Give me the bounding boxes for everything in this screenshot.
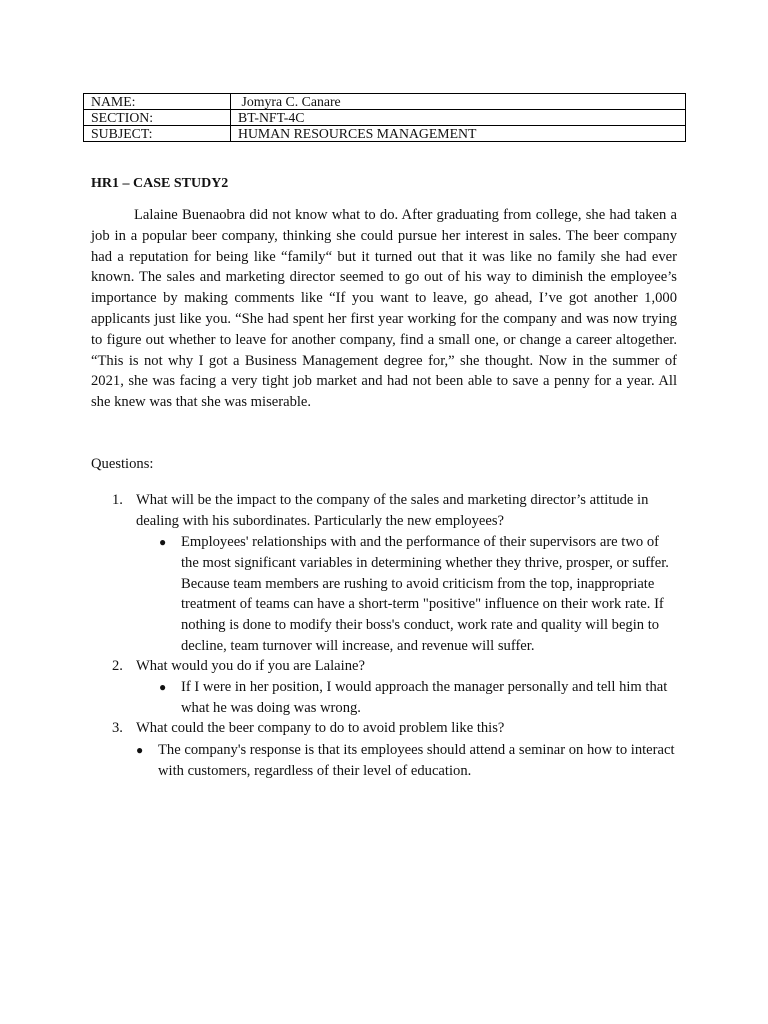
- answer-3: [136, 740, 677, 782]
- question-2: [91, 656, 677, 677]
- bullet-icon: ●: [159, 680, 167, 694]
- question-1-text: What will be the impact to the company of the sales and marketing director’s attitude in dealing with his subordinates. Particularly the new employees?: [136, 492, 649, 529]
- subject-label: SUBJECT:: [84, 126, 231, 142]
- section-label: SECTION:: [84, 110, 231, 126]
- answer-3-text: The company's response is that its employees should attend a seminar on how to interact with customers, regardless of their level of education.: [158, 742, 675, 779]
- name-label: NAME:: [84, 94, 231, 110]
- subject-value: HUMAN RESOURCES MANAGEMENT: [231, 126, 686, 142]
- questions-label: Questions:: [91, 456, 154, 472]
- answer-1-text: Employees' relationships with and the performance of their supervisors are two of the most significant variables in determining whether they thrive, prosper, or suffer. Because team members are rushing to avoid criticism from the top, inappropriate treatment of teams can have a short-term "positive" influence on their work rate. If nothing is done to modify their boss's conduct, work rate and quality will begin to decline, team turnover will increase, and revenue will suffer.: [181, 534, 669, 654]
- bullet-icon: ●: [136, 743, 144, 757]
- section-row: [84, 110, 686, 126]
- name-value: [231, 94, 686, 110]
- answer-2: [159, 677, 677, 719]
- question-3-text: What could the beer company to do to avoid problem like this?: [136, 720, 505, 736]
- question-1: [91, 490, 677, 532]
- answer-2-text: If I were in her position, I would approach the manager personally and tell him that what he was doing was wrong.: [181, 679, 668, 716]
- question-3-number: 3.: [112, 720, 123, 736]
- section-value: BT-NFT-4C: [231, 110, 686, 126]
- question-3: [91, 718, 677, 739]
- question-2-number: 2.: [112, 658, 123, 674]
- question-1-number: 1.: [112, 492, 123, 508]
- question-2-text: What would you do if you are Lalaine?: [136, 658, 365, 674]
- case-study-paragraph: Lalaine Buenaobra did not know what to do. After graduating from college, she had taken a job in a popular beer company, thinking she could pursue her interest in sales. The beer company had a reputation for being like “family“ but it turned out that it was like no family she had ever known. The sales and marketing director seemed to go out of his way to diminish the employee’s importance by making comments like “If you want to leave, go ahead, I’ve got another 1,000 applicants just like you. “She had spent her first year working for the company and was now trying to figure out whether to leave for another company, find a small one, or change a career altogether. “This is not why I got a Business Management degree for,” she thought. Now in the summer of 2021, she was facing a very tight job market and had not been able to save a penny for a year. All she knew was that she was miserable.: [91, 207, 677, 411]
- subject-row: [84, 126, 686, 142]
- name-value-text: Jomyra C. Canare: [241, 94, 341, 109]
- bullet-icon: ●: [159, 535, 167, 549]
- student-info-table: [83, 93, 686, 142]
- case-study-heading: HR1 – CASE STUDY2: [91, 176, 229, 191]
- name-row: [84, 94, 686, 110]
- answer-1: [159, 532, 677, 657]
